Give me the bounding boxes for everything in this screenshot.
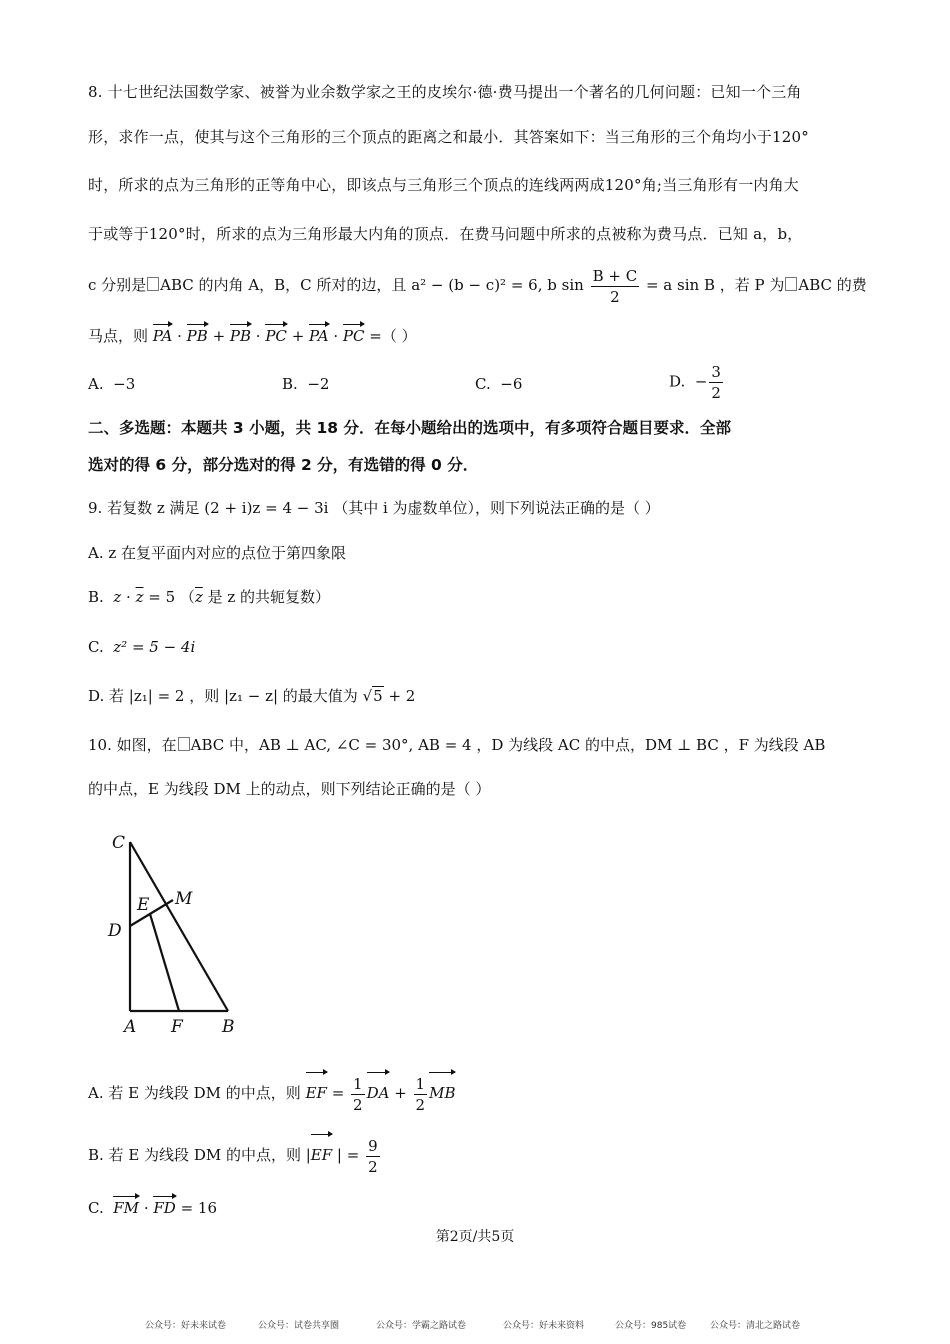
q9-stem: 9. 若复数 z 满足 (2 + i)z = 4 − 3i （其中 i 为虚数单位），则下列说法正确的是（ ） — [88, 499, 660, 517]
label-b: B — [222, 1017, 235, 1037]
vector-pb: PB — [187, 324, 208, 348]
label-m: M — [175, 889, 193, 909]
q8-fraction — [591, 266, 640, 307]
watermark-4: 公众号：好未来资料 — [503, 1321, 585, 1331]
section-2-heading-line-2: 选对的得 6 分，部分选对的得 2 分，有选错的得 0 分． — [88, 456, 479, 474]
page-footer: 第2页/共5页 — [435, 1229, 515, 1245]
vector-pa-2: PA — [309, 324, 329, 348]
q8-line-5-part-a: c 分别是 — [88, 276, 147, 294]
q8-fraction-den: 2 — [610, 287, 620, 306]
vector-pb-2: PB — [230, 324, 251, 348]
q8-line-5-part-c: = a sin B ，若 P 为 — [645, 276, 785, 294]
segment-cb — [130, 842, 228, 1011]
vector-pc: PC — [265, 324, 287, 348]
vector-pa: PA — [153, 324, 173, 348]
vector-fm: FM — [113, 1196, 139, 1220]
q10-line-2: 的中点，E 为线段 DM 上的动点，则下列结论正确的是（ ） — [88, 780, 491, 798]
q8-line-6: 马点，则 PA · PB + PB · PC + PA · PC =（ ） — [88, 324, 417, 348]
label-a: A — [124, 1017, 137, 1037]
q8-line-3: 时，所求的点为三角形的正等角中心，即该点与三角形三个顶点的连线两两成120°角;当三角形有一内角大 — [88, 176, 799, 194]
q10-option-b: B. 若 E 为线段 DM 的中点，则 |EF | = $\frac{9}{2}$ — [88, 1134, 382, 1177]
q8-line-5 — [88, 265, 867, 307]
watermark-6: 公众号：清北之路试卷 — [710, 1321, 801, 1331]
sqrt-symbol-icon: √5 — [362, 687, 383, 705]
watermark-2: 公众号：试卷共享圈 — [258, 1321, 340, 1331]
triangle-figure — [104, 830, 254, 1040]
vector-ef-2: EF — [311, 1134, 332, 1176]
q8-line-2: 形，求作一点，使其与这个三角形的三个顶点的距离之和最小．其答案如下：当三角形的三个角均小于120° — [88, 128, 809, 146]
triangle-symbol-icon — [147, 277, 159, 291]
watermark-1: 公众号：好未来试卷 — [145, 1321, 227, 1331]
label-f: F — [171, 1017, 183, 1037]
q10-option-c: C. FM · FD = 16 — [88, 1196, 217, 1220]
vector-mb: MB — [429, 1072, 455, 1114]
q8-line-1: 8. 十七世纪法国数学家、被誉为业余数学家之王的皮埃尔·德·费马提出一个著名的几何问题：已知一个三角 — [88, 83, 802, 101]
segment-ef — [150, 914, 179, 1011]
watermark-5: 公众号：985试卷 — [615, 1321, 687, 1331]
q9-option-c: C. z² = 5 − 4i — [88, 638, 196, 656]
figure-lines — [130, 842, 228, 1011]
q10-option-a: A. 若 E 为线段 DM 的中点，则 EF = $\frac{1}{2}$ DA + $\frac{1}{2}$ MB — [88, 1072, 455, 1115]
label-e: E — [137, 895, 150, 915]
q8-line-5-part-d: ABC 的费 — [798, 276, 867, 294]
q8-line-6-part-a: 马点，则 — [88, 327, 149, 345]
q9-option-d: D. 若 |z₁| = 2 ，则 |z₁ − z| 的最大值为 √5 + 2 — [88, 684, 415, 708]
triangle-symbol-icon — [785, 277, 797, 291]
q8-line-4: 于或等于120°时，所求的点为三角形最大内角的顶点．在费马问题中所求的点被称为费马点．已知 a，b， — [88, 225, 803, 243]
q9-option-b: B. $z \cdot \overline{z} = 5$ （$\overline{z}$ 是 z 的共轭复数） — [88, 588, 331, 606]
label-d: D — [108, 921, 122, 941]
vector-pc-2: PC — [343, 324, 365, 348]
q8-option-a: A. −3 — [88, 375, 136, 393]
section-2-heading-line-1: 二、多选题：本题共 3 小题，共 18 分．在每小题给出的选项中，有多项符合题目要求．全部 — [88, 419, 731, 437]
vector-da: DA — [367, 1072, 390, 1114]
label-c: C — [112, 833, 126, 853]
q8-option-c: C. −6 — [475, 375, 523, 393]
vector-fd: FD — [153, 1196, 175, 1220]
q10-line-1: 10. 如图，在 ABC 中，AB ⊥ AC, ∠C = 30°, AB = 4 ，D 为线段 AC 的中点，DM ⊥ BC ，F 为线段 AB — [88, 736, 826, 754]
q8-option-b: B. −2 — [282, 375, 330, 393]
triangle-symbol-icon — [178, 737, 190, 751]
q8-line-6-part-b: =（ ） — [369, 327, 417, 345]
watermark-3: 公众号：学霸之路试卷 — [376, 1321, 467, 1331]
q9-option-a: A. z 在复平面内对应的点位于第四象限 — [88, 544, 347, 562]
q8-fraction-num: B + C — [592, 266, 638, 285]
q8-option-d: D. − $\frac{3}{2}$ — [669, 363, 721, 402]
vector-ef: EF — [306, 1072, 327, 1114]
q8-line-5-part-b: ABC 的内角 A，B，C 所对的边，且 a² − (b − c)² = 6, b sin — [160, 276, 584, 294]
